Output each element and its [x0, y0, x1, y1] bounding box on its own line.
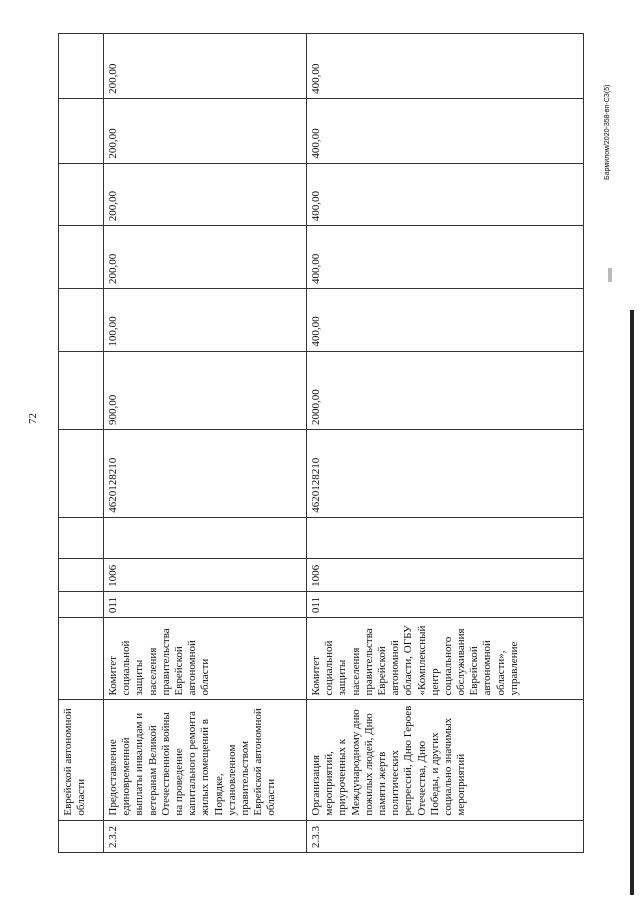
- code-target: 4620128210: [307, 429, 584, 517]
- row-number: 2.3.2: [104, 820, 307, 852]
- code-section: 1006: [104, 559, 307, 591]
- table-row: [59, 34, 104, 853]
- measures-table: [58, 33, 584, 853]
- year-value: 100,00: [104, 288, 307, 351]
- code-target: 4620128210: [104, 429, 307, 517]
- total-value: 900,00: [104, 351, 307, 429]
- header-continuation: Еврейской автономной области: [59, 700, 104, 820]
- year-value: 200,00: [104, 34, 307, 99]
- executor: Комитет социальной защиты населения правительства Еврейской автономной области: [104, 618, 307, 700]
- code-ministry: 011: [104, 591, 307, 617]
- code-ministry: 011: [307, 591, 584, 617]
- year-value: 200,00: [104, 163, 307, 226]
- page-edge-bar: [630, 310, 634, 895]
- program-table: [58, 33, 568, 853]
- table-row: [307, 34, 584, 853]
- year-value: 200,00: [104, 98, 307, 163]
- year-value: 400,00: [307, 34, 584, 99]
- measure-description: Предоставление единовременной выплаты инвалидам и ветеранам Великой Отечественной войны на проведение капитального ремонта жилых помещений в Порядке, установленном правительством Еврейской автономной области: [104, 700, 307, 820]
- document-code: Бармилом/2020-358-вп-СЗ(5): [604, 84, 611, 180]
- year-value: 400,00: [307, 98, 584, 163]
- year-value: 200,00: [104, 226, 307, 289]
- year-value: 400,00: [307, 163, 584, 226]
- row-number: 2.3.3: [307, 820, 584, 852]
- table-row: [104, 34, 307, 853]
- executor: Комитет социальной защиты населения правительства Еврейской автономной области, ОГБУ «Комплексный центр социального обслуживания Еврейской автономной области», управление: [307, 618, 584, 700]
- page-number: 72: [27, 413, 39, 424]
- year-value: 400,00: [307, 226, 584, 289]
- code-section: 1006: [307, 559, 584, 591]
- measure-description: Организация мероприятий, приуроченных к Международному дню пожилых людей, Дню памяти жертв политических репрессий, Дню Героев Отечества, Дню Победы, и других социально значимых мероприятий: [307, 700, 584, 820]
- year-value: 400,00: [307, 288, 584, 351]
- scan-mark: [608, 268, 612, 282]
- total-value: 2000,00: [307, 351, 584, 429]
